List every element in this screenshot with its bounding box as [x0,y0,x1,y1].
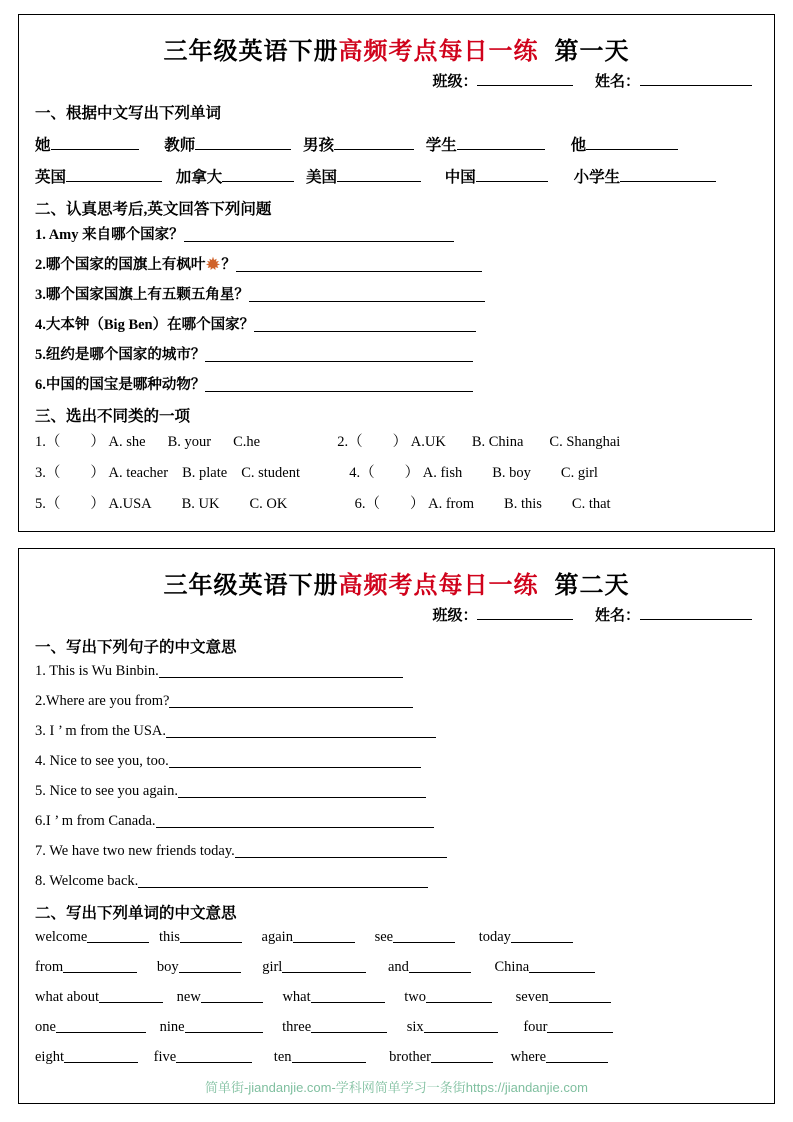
choice-option[interactable]: C. girl [560,465,598,481]
question-text-tail: ？ [221,257,236,273]
vocab-word: brother [389,1049,432,1065]
vocab-blank[interactable] [549,987,611,1003]
vocab-word: see [374,929,394,945]
vocab-blank[interactable] [547,1017,613,1033]
word-blank[interactable] [66,166,162,182]
answer-blank[interactable] [169,691,413,708]
vocab-blank[interactable] [546,1047,608,1063]
vocab-word: one [35,1019,56,1035]
class-label: 班级： [432,608,478,624]
vocab-blank[interactable] [63,957,137,973]
class-input[interactable] [477,71,573,86]
vocab-blank[interactable] [511,927,573,943]
word-blank[interactable] [51,134,139,150]
watermark-text: 简单街-jiandanjie.com-学科网简单学习一条街https://jiandanjie.com [205,1080,588,1095]
vocab-blank[interactable] [293,927,355,943]
choice-option[interactable]: B. UK [181,496,220,512]
word-label: 英国 [35,169,67,186]
name-label: 姓名： [594,608,640,624]
sentence-text: 8. Welcome back. [35,873,139,889]
question-item [35,313,758,334]
vocab-word: China [494,959,530,975]
word-blank[interactable] [195,134,291,150]
answer-blank[interactable] [169,751,421,768]
vocab-word: eight [35,1049,64,1065]
choice-option[interactable]: A. from [428,496,475,512]
vocab-blank[interactable] [185,1017,263,1033]
class-label: 班级： [432,74,478,90]
question-item [35,343,758,364]
choice-row [35,461,758,482]
sentence-text: 5. Nice to see you again. [35,783,178,799]
choice-option[interactable]: C.he [233,434,261,450]
word-label: 他 [570,137,587,154]
word-blank[interactable] [620,166,716,182]
translate-item [35,871,758,890]
vocab-word: ten [273,1049,292,1065]
choice-number: 5.（ [35,496,61,512]
translate-item [35,691,758,710]
worksheet-day-two [18,548,775,1104]
vocab-word: where [510,1049,547,1065]
choice-row [35,492,758,513]
answer-blank[interactable] [178,781,426,798]
title-day: 第二天 [554,573,630,599]
vocab-row [35,1017,758,1036]
choice-paren-close: ） [90,434,105,450]
name-input[interactable] [640,605,752,620]
vocab-word: boy [156,959,179,975]
worksheet-day-one [18,14,775,532]
vocab-word: four [523,1019,548,1035]
translate-item [35,811,758,830]
choice-number: 3.（ [35,465,61,481]
vocab-word: this [158,929,180,945]
section-heading-2-2: 二、写出下列单词的中文意思 [35,905,237,922]
vocab-blank[interactable] [99,987,163,1003]
question-text: 1. Amy 来自哪个国家？ [35,227,184,243]
vocab-row [35,927,758,946]
answer-blank[interactable] [184,225,454,242]
word-label: 她 [35,137,51,154]
vocab-blank[interactable] [311,1017,387,1033]
vocab-word: nine [159,1019,185,1035]
choice-option[interactable]: C. OK [249,496,288,512]
question-text: 6.中国的国宝是哪种动物？ [35,377,206,393]
translate-item [35,751,758,770]
choice-option[interactable]: B. plate [182,465,228,481]
choice-number: 1.（ [35,434,61,450]
class-input[interactable] [477,605,573,620]
word-label: 教师 [164,137,196,154]
vocab-row [35,1047,758,1066]
student-info-row [35,604,752,625]
question-item [35,253,758,274]
vocab-blank[interactable] [393,927,455,943]
vocab-word: today [478,929,511,945]
sentence-text: 6.I ’ m from Canada. [35,813,156,829]
student-info-row [35,70,752,91]
choice-option[interactable]: C. Shanghai [549,434,621,450]
vocab-blank[interactable] [282,957,366,973]
sentence-text: 2.Where are you from? [35,693,170,709]
choice-number: 6.（ [354,496,380,512]
word-blank[interactable] [457,134,545,150]
title-prefix: 三年级英语下册 [163,39,339,65]
vocab-blank[interactable] [64,1047,138,1063]
word-translate-row [35,133,758,155]
word-translate-row [35,165,758,187]
word-blank[interactable] [476,166,548,182]
translate-item [35,781,758,800]
vocab-word: seven [515,989,549,1005]
vocab-word: girl [262,959,283,975]
choice-paren-close: ） [409,496,425,512]
question-text: 3.哪个国家国旗上有五颗五角星？ [35,287,249,303]
vocab-blank[interactable] [292,1047,366,1063]
vocab-blank[interactable] [56,1017,146,1033]
word-blank[interactable] [337,166,421,182]
word-label: 男孩 [303,137,335,154]
maple-leaf-icon [205,256,221,272]
vocab-word: what about [35,989,100,1005]
vocab-word: two [404,989,427,1005]
answer-blank[interactable] [249,285,485,302]
vocab-word: three [282,1019,312,1035]
vocab-word: and [387,959,409,975]
answer-blank[interactable] [166,721,436,738]
answer-blank[interactable] [254,315,476,332]
question-text: 4.大本钟（Big Ben）在哪个国家？ [35,317,255,333]
page-title-day-one [35,31,758,66]
word-blank[interactable] [586,134,678,150]
choice-number: 2.（ [337,434,363,450]
sentence-text: 3. I ’ m from the USA. [35,723,167,739]
title-highlight: 高频考点每日一练 [338,39,539,65]
choice-option[interactable]: B. China [471,434,524,450]
translate-item [35,661,758,680]
vocab-word: welcome [35,929,88,945]
word-blank[interactable] [222,166,294,182]
choice-option[interactable]: A.UK [410,434,446,450]
vocab-blank[interactable] [201,987,263,1003]
vocab-blank[interactable] [179,957,241,973]
choice-row [35,430,758,451]
choice-option[interactable]: B. your [167,434,212,450]
vocab-row [35,957,758,976]
title-prefix: 三年级英语下册 [163,573,339,599]
vocab-word: from [35,959,64,975]
choice-paren-close: ） [90,465,105,481]
sentence-text: 4. Nice to see you, too. [35,753,169,769]
vocab-blank[interactable] [409,957,471,973]
question-text: 2.哪个国家的国旗上有枫叶 [35,257,206,273]
translate-item [35,841,758,860]
choice-option[interactable]: B. this [504,496,542,512]
choice-paren-close: ） [90,496,105,512]
answer-blank[interactable] [235,841,447,858]
question-item [35,223,758,244]
page-title-day-two [35,565,758,600]
choice-option[interactable]: C. that [571,496,611,512]
vocab-blank[interactable] [87,927,149,943]
title-highlight: 高频考点每日一练 [338,573,539,599]
choice-option[interactable]: A. teacher [108,465,169,481]
choice-paren-close: ） [404,465,420,481]
section-heading-1-2: 二、认真思考后,英文回答下列问题 [35,201,272,218]
vocab-blank[interactable] [311,987,385,1003]
translate-item [35,721,758,740]
name-input[interactable] [640,71,752,86]
word-label: 中国 [444,169,476,186]
sentence-text: 7. We have two new friends today. [35,843,235,859]
answer-blank[interactable] [205,345,473,362]
choice-option[interactable]: A. fish [422,465,463,481]
vocab-word: what [282,989,311,1005]
word-blank[interactable] [334,134,414,150]
word-label: 小学生 [573,169,621,186]
vocab-word: new [176,989,201,1005]
word-label: 美国 [306,169,338,186]
sentence-text: 1. This is Wu Binbin. [35,663,159,679]
section-heading-1-1: 一、根据中文写出下列单词 [35,105,222,122]
vocab-word: six [406,1019,424,1035]
section-heading-1-3: 三、选出不同类的一项 [35,408,191,425]
answer-blank[interactable] [205,375,473,392]
name-label: 姓名： [594,74,640,90]
title-day: 第一天 [554,39,630,65]
vocab-blank[interactable] [180,927,242,943]
question-item [35,283,758,304]
answer-blank[interactable] [159,661,403,678]
choice-paren-close: ） [392,434,408,450]
vocab-blank[interactable] [431,1047,493,1063]
choice-option[interactable]: C. student [241,465,300,481]
word-label: 学生 [425,137,457,154]
choice-number: 4.（ [349,465,375,481]
answer-blank[interactable] [236,255,482,272]
question-text: 5.纽约是哪个国家的城市？ [35,347,206,363]
choice-option[interactable]: A.USA [108,496,152,512]
answer-blank[interactable] [156,811,434,828]
vocab-blank[interactable] [529,957,595,973]
choice-option[interactable]: B. boy [492,465,531,481]
vocab-blank[interactable] [426,987,492,1003]
answer-blank[interactable] [138,871,428,888]
vocab-word: five [153,1049,177,1065]
question-item [35,373,758,394]
vocab-blank[interactable] [424,1017,498,1033]
section-heading-2-1: 一、写出下列句子的中文意思 [35,639,237,656]
choice-option[interactable]: A. she [108,434,146,450]
word-label: 加拿大 [175,169,223,186]
vocab-word: again [261,929,293,945]
vocab-row [35,987,758,1006]
vocab-blank[interactable] [176,1047,252,1063]
